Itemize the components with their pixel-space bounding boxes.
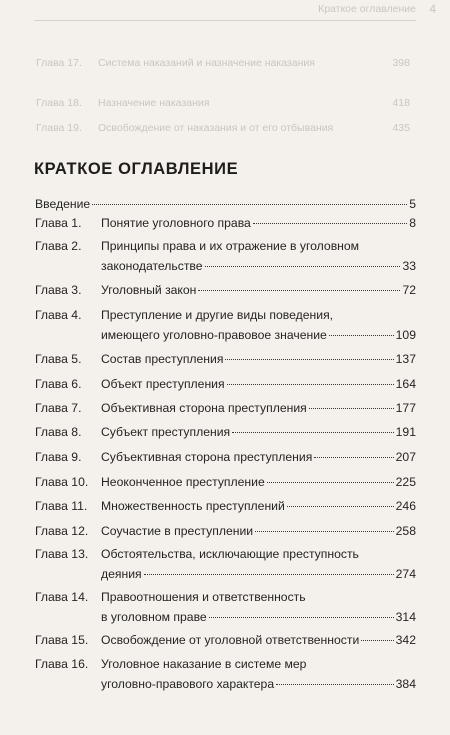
- dot-leader: [144, 574, 394, 575]
- toc-chapter-label: Глава 8.: [35, 425, 82, 439]
- toc-entry-title-line: Правоотношения и ответственность: [101, 590, 306, 604]
- dot-leader: [253, 223, 407, 224]
- toc-page-number: 8: [409, 216, 416, 230]
- toc-chapter-label: Глава 1.: [35, 216, 82, 230]
- ghost-chapter: Глава 18.: [36, 97, 82, 109]
- ghost-page: 435: [392, 122, 410, 134]
- toc-chapter-label: Глава 7.: [35, 401, 82, 415]
- dot-leader: [314, 457, 393, 458]
- ghost-header-rule: [34, 20, 416, 21]
- ghost-title: Назначение наказания: [98, 97, 210, 109]
- dot-leader: [255, 531, 394, 532]
- dot-leader: [276, 684, 394, 685]
- toc-entry-title: Введение: [35, 197, 91, 211]
- toc-page-number: 164: [395, 377, 416, 391]
- toc-entry-title-line: Объективная сторона преступления: [101, 401, 307, 415]
- dot-leader: [227, 384, 394, 385]
- toc-page-number: 5: [409, 197, 416, 211]
- toc-page-number: 109: [395, 327, 416, 342]
- toc-entry-title-line: Принципы права и их отражение в уголовном: [101, 239, 360, 253]
- toc-page-number: 274: [395, 566, 416, 581]
- toc-entry-title-line: законодательстве: [101, 258, 203, 273]
- dot-leader: [267, 482, 394, 483]
- toc-entry-title-line: деяния: [101, 566, 142, 581]
- toc-entry-title-line: Субъект преступления: [101, 425, 231, 439]
- toc-entry-title-line: Объект преступления: [101, 377, 225, 391]
- toc-page-number: 246: [395, 499, 416, 513]
- bleed-through-text: [0, 0, 450, 160]
- toc-page-number: 191: [395, 425, 416, 439]
- dot-leader: [287, 506, 394, 507]
- dot-leader: [198, 290, 400, 291]
- toc-entry-title-line: имеющего уголовно-правовое значение: [101, 327, 327, 342]
- toc-entry-title-line: в уголовном праве: [101, 609, 207, 624]
- toc-chapter-label: Глава 10.: [35, 475, 89, 489]
- toc-entry-title-line: Понятие уголовного права: [101, 216, 251, 230]
- ghost-running-header: Краткое оглавление: [318, 3, 416, 15]
- toc-chapter-label: Глава 6.: [35, 377, 82, 391]
- toc-page-number: 258: [395, 524, 416, 538]
- toc-entry-title-line: Множественность преступлений: [101, 499, 285, 513]
- ghost-chapter: Глава 17.: [36, 57, 82, 69]
- toc-chapter-label: Глава 15.: [35, 633, 89, 647]
- ghost-page-number: 4: [429, 2, 436, 16]
- toc-entry-title-line: Уголовный закон: [101, 283, 197, 297]
- toc-page-number: 177: [395, 401, 416, 415]
- ghost-title: Освобождение от наказания и от его отбывания: [98, 122, 334, 134]
- dot-leader: [209, 617, 394, 618]
- toc-chapter-label: Глава 16.: [35, 657, 89, 671]
- toc-page-number: 225: [395, 475, 416, 489]
- toc-entry-title-line: Освобождение от уголовной ответственности: [101, 633, 360, 647]
- dot-leader: [92, 204, 407, 205]
- toc-chapter-label: Глава 11.: [35, 499, 88, 513]
- dot-leader: [205, 266, 401, 267]
- toc-chapter-label: Глава 13.: [35, 547, 89, 561]
- toc-chapter-label: Глава 4.: [35, 308, 82, 322]
- toc-entry-title-line: Преступление и другие виды поведения,: [101, 308, 334, 322]
- dot-leader: [232, 432, 394, 433]
- toc-page-number: 314: [395, 609, 416, 624]
- toc-chapter-label: Глава 2.: [35, 239, 82, 253]
- toc-chapter-label: Глава 3.: [35, 283, 82, 297]
- toc-entry-title-line: Субъективная сторона преступления: [101, 450, 313, 464]
- toc-page-number: 207: [395, 450, 416, 464]
- toc-heading: КРАТКОЕ ОГЛАВЛЕНИЕ: [34, 160, 239, 178]
- toc-page-number: 342: [395, 633, 416, 647]
- ghost-line: [36, 122, 410, 136]
- ghost-page: 398: [392, 57, 410, 69]
- toc-page-number: 33: [402, 258, 416, 273]
- ghost-page: 418: [392, 97, 410, 109]
- toc-chapter-label: Глава 9.: [35, 450, 82, 464]
- toc-entry-title-line: Соучастие в преступлении: [101, 524, 254, 538]
- toc-page-number: 137: [395, 352, 416, 366]
- ghost-chapter: Глава 19.: [36, 122, 82, 134]
- toc-entry-title-line: Уголовное наказание в системе мер: [101, 657, 307, 671]
- dot-leader: [225, 359, 393, 360]
- dot-leader: [309, 408, 394, 409]
- toc-entry-title-line: Неоконченное преступление: [101, 475, 265, 489]
- toc-entry-title-line: Обстоятельства, исключающие преступность: [101, 547, 359, 561]
- toc-page-number: 72: [402, 283, 416, 297]
- toc-entry-title-line: Состав преступления: [101, 352, 224, 366]
- toc-chapter-label: Глава 5.: [35, 352, 82, 366]
- toc-chapter-label: Глава 14.: [35, 590, 89, 604]
- toc-chapter-label: Глава 12.: [35, 524, 89, 538]
- ghost-title: Система наказаний и назначение наказания: [98, 57, 315, 69]
- dot-leader: [361, 640, 393, 641]
- ghost-line: [36, 57, 410, 71]
- toc-entry-title-line: уголовно-правового характера: [101, 676, 275, 691]
- toc-page-number: 384: [395, 676, 416, 691]
- dot-leader: [329, 335, 394, 336]
- ghost-line: [36, 97, 410, 111]
